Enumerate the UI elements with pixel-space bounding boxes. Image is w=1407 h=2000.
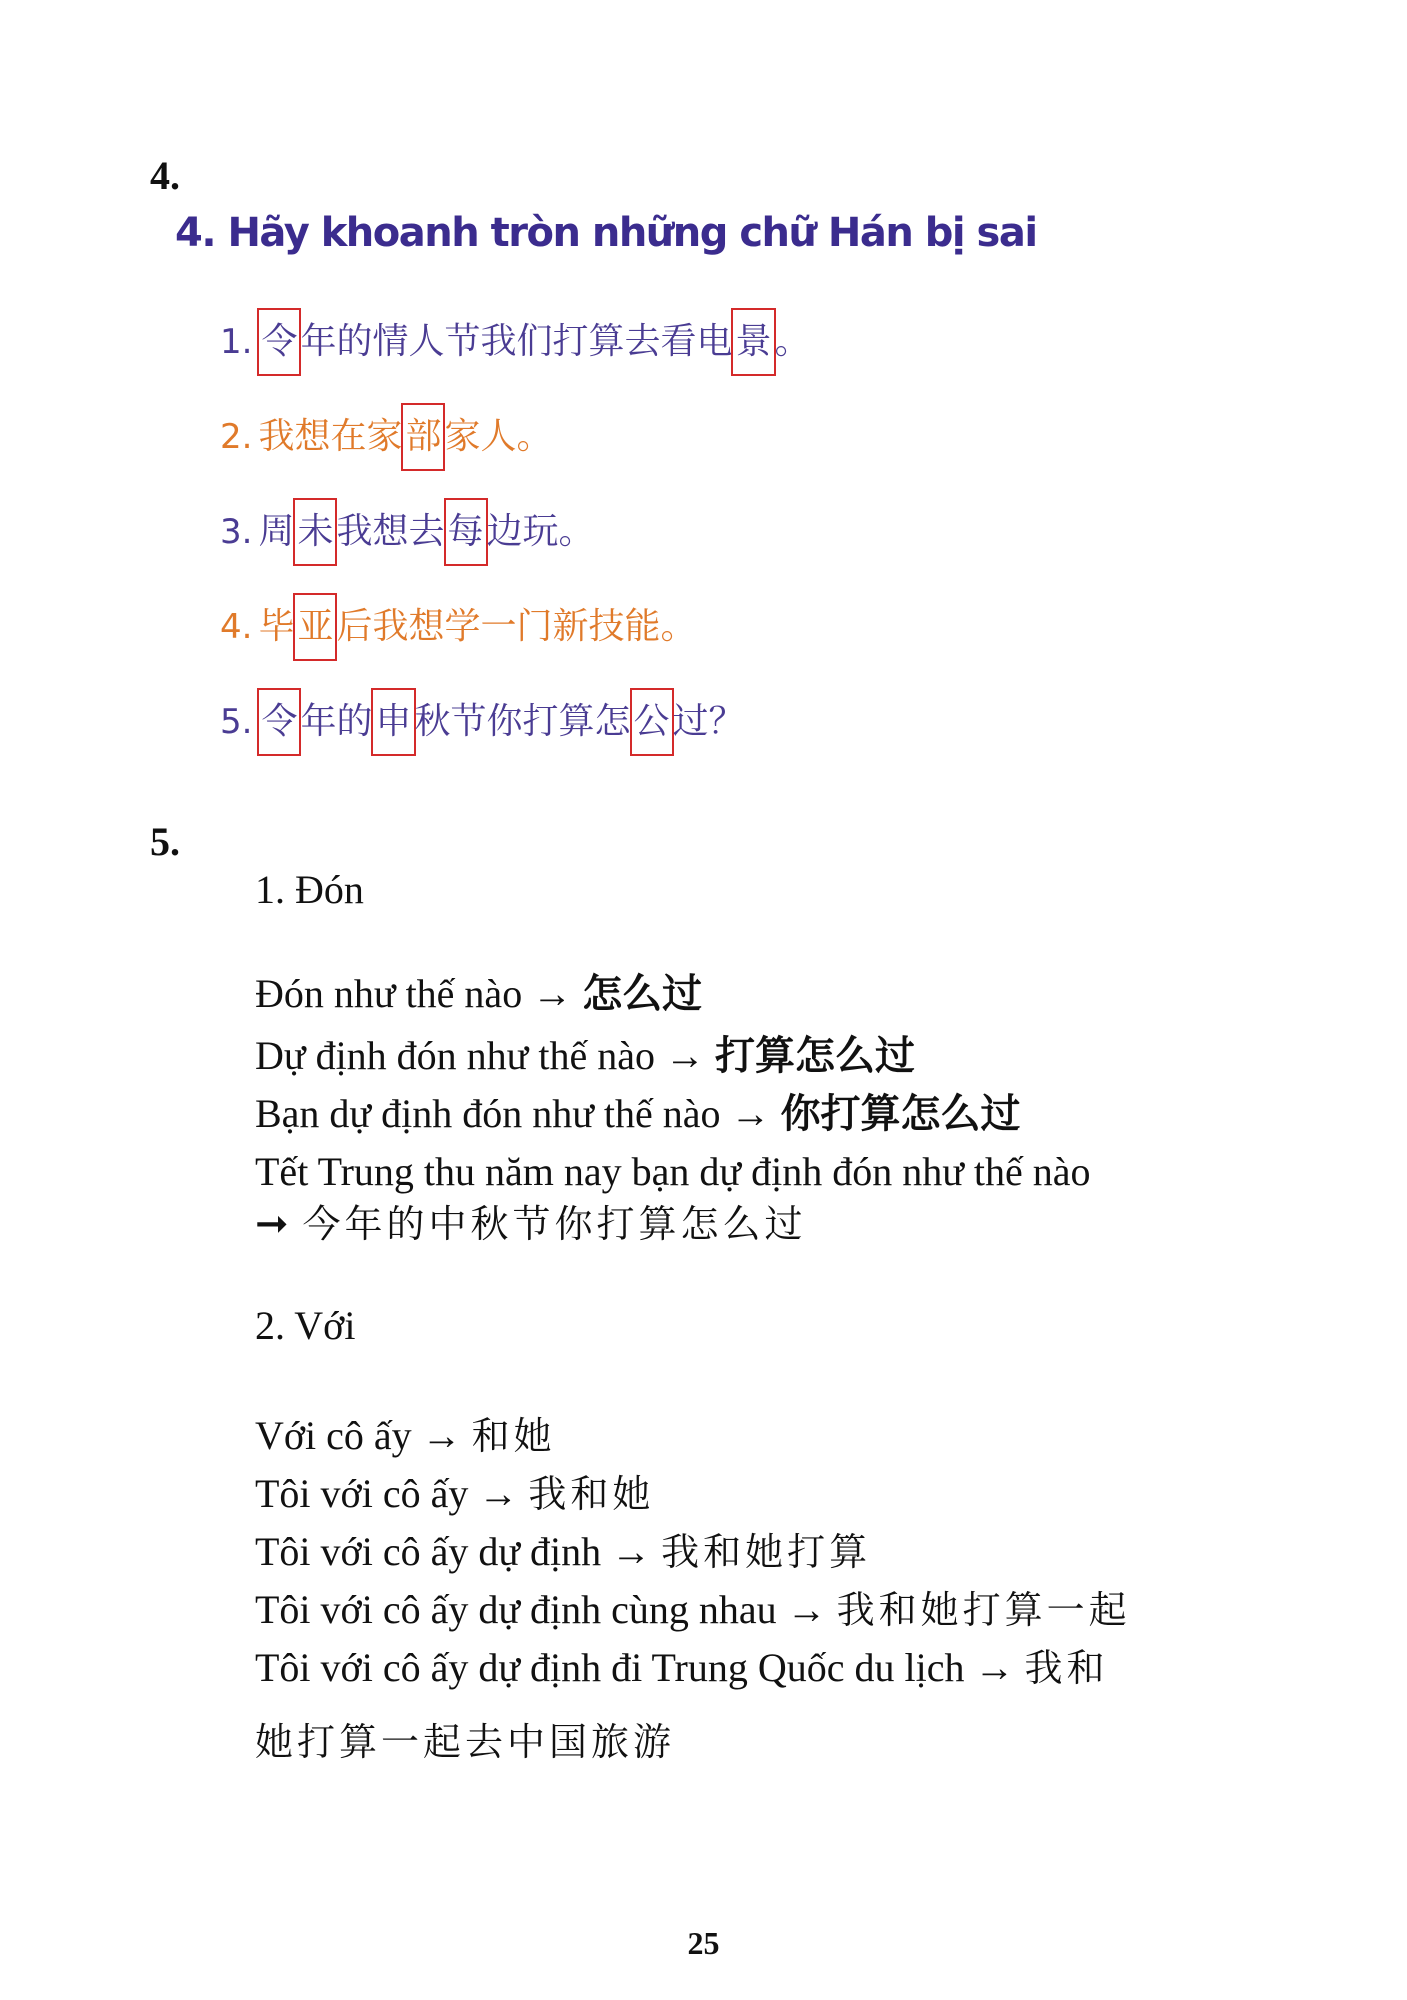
line-zh: 我和她打算 <box>661 1530 872 1574</box>
line-zh: 打算怎么过 <box>714 1033 915 1079</box>
part2-line-1 <box>255 1412 556 1460</box>
sentence-text: 秋节你打算怎 <box>414 701 631 742</box>
line-zh: 和她 <box>471 1414 556 1458</box>
sentence-number: 4. <box>220 607 253 647</box>
sentence-text: 我想在家 <box>258 416 403 457</box>
circled-wrong-character: 令 <box>259 310 299 374</box>
circled-wrong-character: 申 <box>373 690 413 754</box>
sentence-number: 1. <box>220 322 253 362</box>
part1-line-5 <box>255 1200 806 1248</box>
line-vi: Tôi với cô ấy dự định đi Trung Quốc du lịch → <box>255 1645 1025 1690</box>
line-vi: Tôi với cô ấy dự định cùng nhau → <box>255 1587 837 1632</box>
circled-wrong-character: 令 <box>259 690 299 754</box>
sentence-text: 后我想学一门新技能。 <box>336 606 697 647</box>
sentence-text: 过？ <box>672 701 745 742</box>
circled-wrong-character: 公 <box>632 690 672 754</box>
circled-wrong-character: 亚 <box>295 595 335 659</box>
sentence-text: 周 <box>258 511 295 552</box>
line-zh: 我和她 <box>528 1472 655 1516</box>
line-zh: 我和 <box>1024 1646 1109 1690</box>
part1-line-1 <box>255 970 702 1018</box>
part2-line-5 <box>255 1644 1109 1692</box>
part1-line-4 <box>255 1148 1091 1196</box>
sentence-2 <box>220 405 553 469</box>
part2-line-2 <box>255 1470 654 1518</box>
part1-title: 1. Đón <box>255 867 364 912</box>
sentence-number: 3. <box>220 512 253 552</box>
line-zh: 她打算一起去中国旅游 <box>255 1720 676 1764</box>
sentence-1 <box>220 310 811 374</box>
part2-line-3 <box>255 1528 871 1576</box>
part2-line-6 <box>255 1718 675 1766</box>
circled-wrong-character: 未 <box>295 500 335 564</box>
circled-wrong-character: 部 <box>403 405 443 469</box>
circled-wrong-character: 每 <box>446 500 486 564</box>
line-vi: Đón như thế nào → <box>255 971 583 1016</box>
sentence-text: 。 <box>774 321 811 362</box>
page-number: 25 <box>687 1925 720 1961</box>
line-zh: 今年的中秋节你打算怎么过 <box>302 1202 807 1246</box>
line-vi: Tôi với cô ấy → <box>255 1471 529 1516</box>
exercise-heading: 4. Hãy khoanh tròn những chữ Hán bị sai <box>175 210 1037 256</box>
sentence-number: 2. <box>220 417 253 457</box>
sentence-text: 我想去 <box>336 511 445 552</box>
line-zh: 我和她打算一起 <box>836 1588 1131 1632</box>
part2-line-4 <box>255 1586 1131 1634</box>
sentence-number: 5. <box>220 702 253 742</box>
sentence-text: 年的 <box>300 701 373 742</box>
line-zh: 你打算怎么过 <box>780 1091 1021 1137</box>
line-vi: Tết Trung thu năm nay bạn dự định đón như thế nào <box>255 1149 1091 1194</box>
arrow-icon: ➞ <box>255 1201 303 1247</box>
part2-title: 2. Với <box>255 1303 356 1348</box>
line-vi: Dự định đón như thế nào → <box>255 1033 715 1078</box>
sentence-3 <box>220 500 595 564</box>
sentence-text: 毕 <box>258 606 295 647</box>
part1-line-3 <box>255 1090 1021 1138</box>
circled-wrong-character: 景 <box>733 310 773 374</box>
sentence-text: 边玩。 <box>486 511 595 552</box>
sentence-5 <box>220 690 745 754</box>
sentence-text: 年的情人节我们打算去看电 <box>300 321 733 362</box>
line-vi: Bạn dự định đón như thế nào → <box>255 1091 781 1136</box>
line-vi: Với cô ấy → <box>255 1413 472 1458</box>
section-number-5: 5. <box>150 819 180 864</box>
sentence-4 <box>220 595 697 659</box>
line-vi: Tôi với cô ấy dự định → <box>255 1529 662 1574</box>
part1-line-2 <box>255 1032 915 1080</box>
section-number-4: 4. <box>150 153 180 198</box>
sentence-text: 家人。 <box>444 416 553 457</box>
line-zh: 怎么过 <box>582 971 703 1017</box>
